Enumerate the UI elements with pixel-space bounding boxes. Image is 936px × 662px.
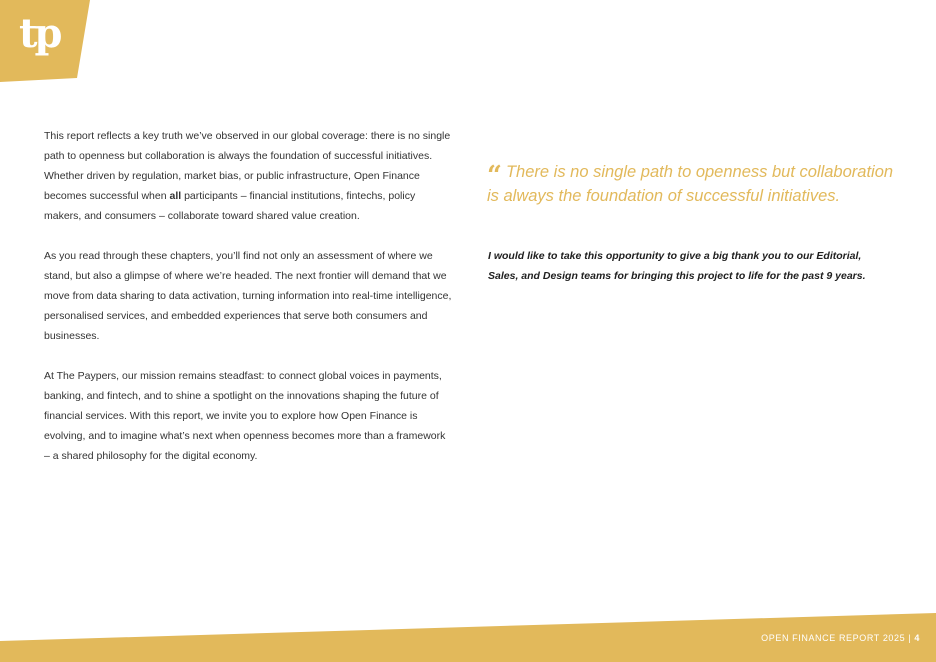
intro-text xyxy=(44,126,454,486)
pull-quote-text: There is no single path to openness but collaboration is always the foundation of successful initiatives. xyxy=(487,163,894,205)
intro-paragraph-1-end: participants – financial institutions, fintechs, policy makers, and consumers – collaborate toward shared value creation. xyxy=(44,190,416,222)
intro-paragraph-1-bold: all xyxy=(169,190,182,202)
intro-paragraph-2: As you read through these chapters, you’ll find not only an assessment of where we stand, but also a glimpse of where we’re headed. The next frontier will demand that we move from data sharing to data activation, turning information into real-time intelligence, personalised services, and embedded experiences that serve both consumers and businesses. xyxy=(44,250,452,342)
footer-report-title: OPEN FINANCE REPORT 2025 xyxy=(761,633,906,643)
acknowledgement: I would like to take this opportunity to give a big thank you to our Editorial, Sales, and Design teams for bringing this project to life for the past 9 years. xyxy=(488,250,866,282)
page-number: 4 xyxy=(914,633,920,643)
intro-paragraph-3: At The Paypers, our mission remains steadfast: to connect global voices in payments, banking, and fintech, and to shine a spotlight on the innovations shaping the future of financial services. With this report, we invite you to explore how Open Finance is evolving, and to imagine what’s next when openness becomes more than a framework – a shared philosophy for the digital economy. xyxy=(44,370,446,462)
intro-paragraph-1 xyxy=(44,126,454,226)
brand-logo: tp xyxy=(19,10,60,57)
footer xyxy=(761,633,920,643)
intro-paragraph-1-start: This report reflects a key truth we’ve observed in our global coverage: there is no single path to openness but collaboration is always the foundation of successful initiatives. Whether driven by regulation, market bias, or public infrastructure, Open Finance becomes successful when xyxy=(44,130,451,202)
pull-quote xyxy=(487,160,897,208)
footer-separator: | xyxy=(905,633,915,643)
quote-mark-icon: “ xyxy=(487,161,502,191)
